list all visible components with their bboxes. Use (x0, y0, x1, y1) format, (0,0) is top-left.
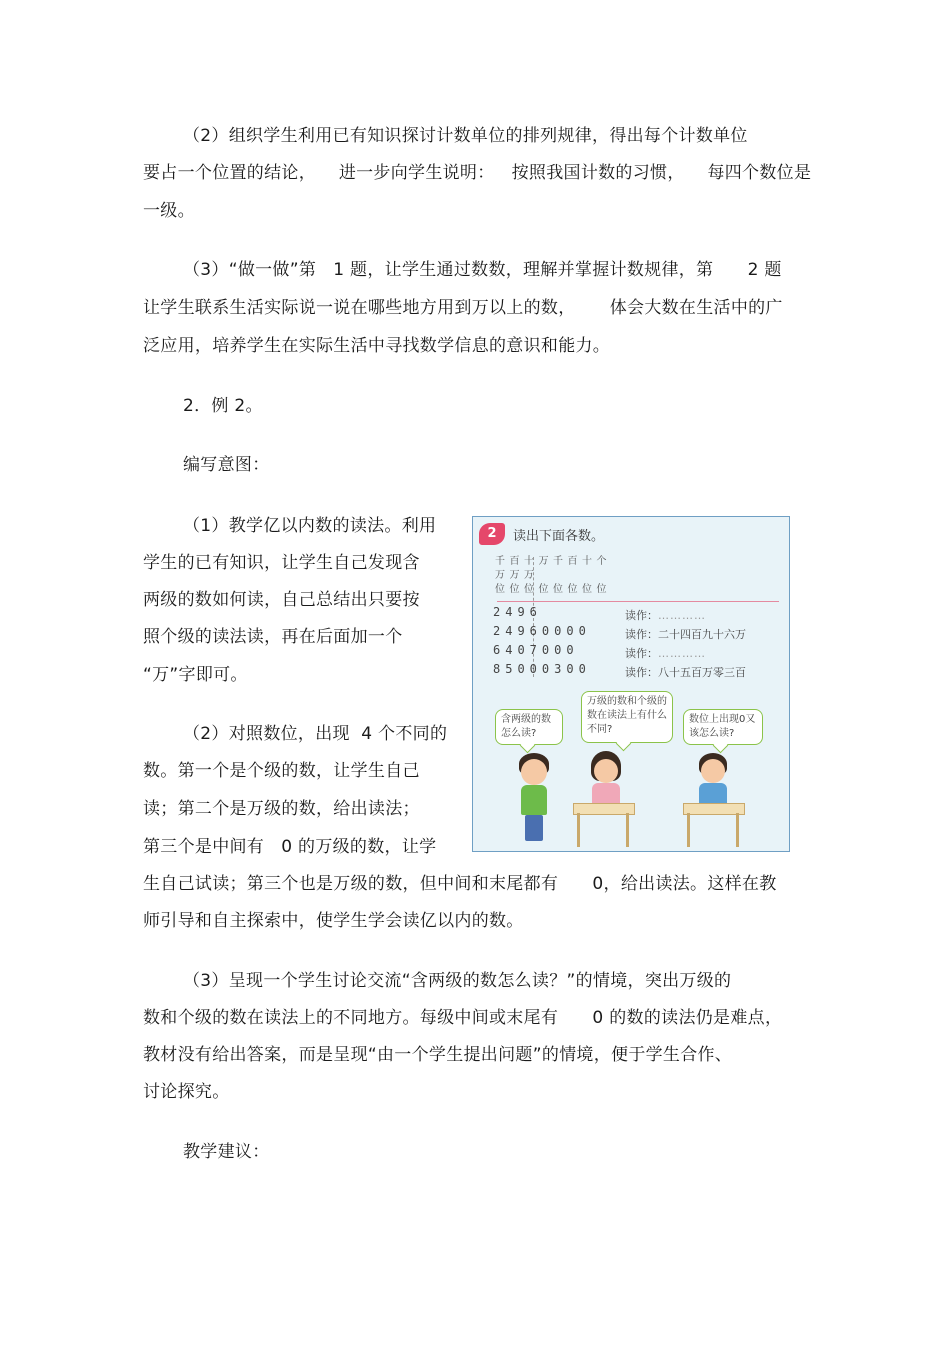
place-value-char: 个 (596, 556, 607, 567)
speech-bubble-left: 含两级的数怎么读? (495, 709, 563, 745)
place-value-char: 位 (509, 584, 520, 595)
text-line: 学生的已有知识，让学生自己发现含 (143, 553, 420, 573)
text-line: 让学生联系生活实际说一说在哪些地方用到万以上的数， 体会大数在生活中的广 (143, 298, 783, 318)
place-value-char: 位 (524, 584, 534, 595)
header-separator (497, 601, 779, 602)
place-value-char: 位 (567, 584, 578, 595)
text-line: 要占一个位置的结论， 进一步向学生说明： 按照我国计数的习惯， 每四个数位是 (143, 163, 812, 183)
text-line: 师引导和自主探索中，使学生学会读亿以内的数。 (143, 911, 524, 931)
place-value-char: 位 (495, 584, 505, 595)
place-value-char: 千 (495, 556, 505, 567)
read-label: 读作：八十五百万零三百 (625, 666, 746, 679)
number-row: 85000300 (493, 662, 591, 676)
text-line: 生自己试读；第三个也是万级的数，但中间和末尾都有 0，给出读法。这样在教 (143, 874, 777, 894)
place-value-char: 百 (567, 556, 578, 567)
example-badge: 2 (479, 523, 505, 545)
text-line: 教材没有给出答案，而是呈现“由一个学生提出问题”的情境，便于学生合作、 (143, 1045, 733, 1065)
read-label: 读作：………… (625, 609, 706, 622)
place-value-char: 万 (538, 556, 549, 567)
text-line: 第三个是中间有 0 的万级的数，让学 (143, 837, 437, 857)
text-line: 读；第二个是万级的数，给出读法； (143, 799, 420, 819)
place-value-char: 万 (509, 570, 520, 581)
number-row: 24960000 (493, 624, 591, 638)
place-value-char: 万 (524, 570, 534, 581)
place-value-char: 十 (582, 556, 592, 567)
place-value-char: 万 (495, 570, 505, 581)
subheading: 教学建议： (183, 1142, 270, 1162)
textbook-figure (472, 516, 790, 852)
text-line: （2）组织学生利用已有知识探讨计数单位的排列规律，得出每个计数单位 (183, 126, 748, 146)
place-value-char: 十 (524, 556, 534, 567)
text-line: （2）对照数位，出现 4 个不同的 (183, 724, 448, 744)
text-line: 两级的数如何读，自己总结出只要按 (143, 590, 420, 610)
text-line: 数。第一个是个级的数，让学生自己 (143, 761, 420, 781)
number-row: 6407000 (493, 643, 579, 657)
number-row: 2496 (493, 605, 542, 619)
place-value-char: 千 (553, 556, 563, 567)
text-line: （3）“做一做”第 1 题，让学生通过数数，理解并掌握计数规律，第 2 题 (183, 260, 782, 280)
text-line: 数和个级的数在读法上的不同地方。每级中间或末尾有 0 的数的读法仍是难点， (143, 1008, 783, 1028)
place-value-char: 百 (509, 556, 520, 567)
place-value-char: 位 (553, 584, 563, 595)
read-label: 读作：二十四百九十六万 (625, 628, 746, 641)
text-line: 泛应用，培养学生在实际生活中寻找数学信息的意识和能力。 (143, 336, 611, 356)
place-value-char: 位 (582, 584, 592, 595)
text-line: （1）教学亿以内数的读法。利用 (183, 516, 437, 536)
subheading: 编写意图： (183, 455, 270, 475)
text-line: 照个级的读法读，再在后面加一个 (143, 627, 403, 647)
section-heading: 2．例 2。 (183, 396, 263, 416)
speech-bubble-right: 数位上出现0又该怎么读? (683, 709, 763, 745)
read-label: 读作：………… (625, 647, 706, 660)
place-value-char: 位 (596, 584, 607, 595)
text-line: 讨论探究。 (143, 1082, 230, 1102)
text-line: （3）呈现一个学生讨论交流“含两级的数怎么读？”的情境，突出万级的 (183, 971, 732, 991)
speech-bubble-middle: 万级的数和个级的数在读法上有什么不同? (581, 691, 673, 743)
figure-prompt: 读出下面各数。 (513, 529, 605, 544)
text-line: “万”字即可。 (143, 665, 248, 685)
place-value-char: 位 (538, 584, 549, 595)
text-line: 一级。 (143, 201, 195, 221)
